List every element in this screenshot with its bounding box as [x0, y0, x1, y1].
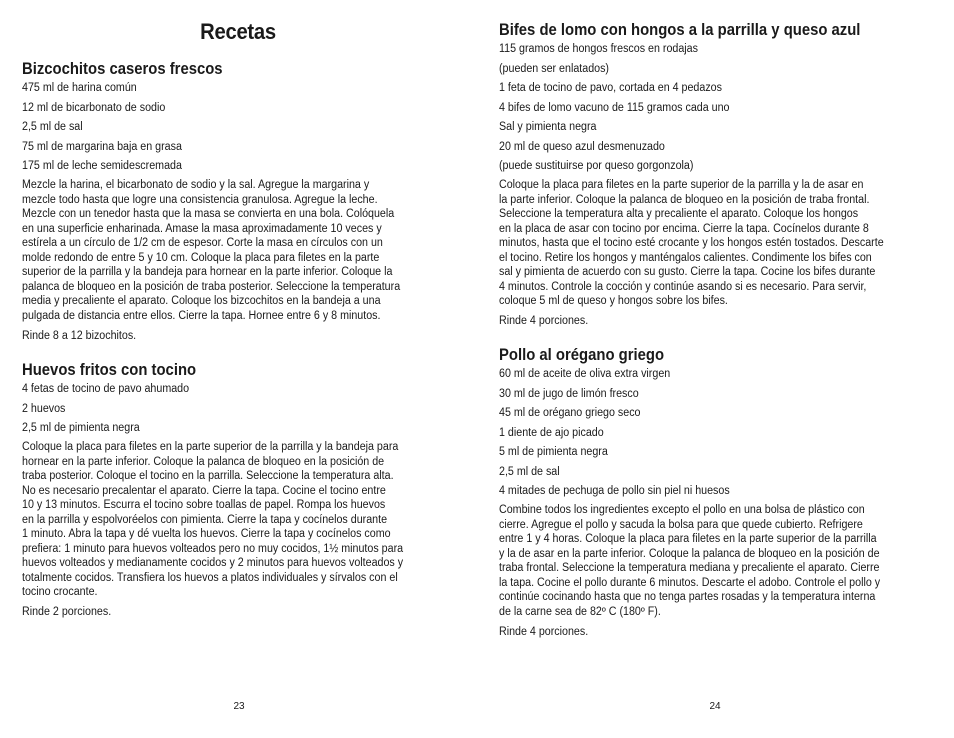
- ingredient: 175 ml de leche semidescremada: [22, 160, 182, 172]
- ingredient: 1 feta de tocino de pavo, cortada en 4 pedazos: [499, 82, 722, 94]
- instruction-line: No es necesario precalentar el aparato. Cierre la tapa. Cocine el tocino entre: [22, 484, 386, 497]
- page-title: Recetas: [200, 19, 276, 44]
- instruction-line: coloque 5 ml de queso y hongos sobre los bifes.: [499, 295, 728, 307]
- ingredient: (puede sustituirse por queso gorgonzola): [499, 160, 694, 172]
- instruction-line: Mezcle con un tenedor hasta que la masa se convierta en una bola. Colóquela: [22, 208, 395, 220]
- recipe-yield: Rinde 8 a 12 bizochitos.: [22, 329, 137, 342]
- instruction-line: la tapa. Cocine el pollo durante 6 minutos. Descarte el adobo. Controle el pollo y: [499, 576, 881, 589]
- instruction-line: continúe cocinando hasta que no tenga partes rosadas y la temperatura interna: [499, 591, 876, 603]
- recipe-bizcochitos: [22, 59, 429, 343]
- instruction-line: pulgada de distancia entre ellos. Cierre la tapa. Hornee entre 6 y 8 minutos.: [22, 309, 381, 322]
- instruction-line: entre 1 y 4 horas. Coloque la placa para filetes en la parte superior de la parrilla: [499, 533, 877, 545]
- instruction-line: traba posterior. Coloque el tocino en la parrilla. Seleccione la temperatura alta.: [22, 470, 394, 482]
- ingredient: 5 ml de pimienta negra: [499, 446, 608, 458]
- ingredient: 1 diente de ajo picado: [499, 426, 604, 439]
- ingredient: 20 ml de queso azul desmenuzado: [499, 140, 665, 153]
- instruction-line: mezcle todo hasta que logre una consistencia granulosa. Agregue la leche.: [22, 193, 378, 206]
- recipe-yield: Rinde 2 porciones.: [22, 606, 112, 618]
- ingredient: 2,5 ml de pimienta negra: [22, 422, 140, 434]
- instruction-line: 4 minutos. Controle la cocción y continúe asando si es necesario. Para servir,: [499, 280, 867, 293]
- recipe-heading: Pollo al orégano griego: [499, 346, 665, 364]
- right-page: [499, 0, 935, 738]
- instruction-line: de la carne sea de 82º C (180º F).: [499, 605, 661, 618]
- left-page: [22, 0, 454, 738]
- ingredient: 4 fetas de tocino de pavo ahumado: [22, 383, 190, 395]
- instructions: [22, 440, 403, 600]
- instructions: [499, 178, 884, 309]
- ingredient: (pueden ser enlatados): [499, 62, 610, 75]
- instruction-line: totalmente cocidos. Transfiera los huevos a platos individuales y sírvalos con el: [22, 571, 398, 584]
- ingredient: 4 bifes de lomo vacuno de 115 gramos cada uno: [499, 101, 730, 114]
- recipe-yield: Rinde 4 porciones.: [499, 625, 589, 638]
- instructions: [22, 178, 400, 323]
- instruction-line: molde redondo de entre 5 y 10 cm. Coloque la placa para filetes en la parte: [22, 251, 380, 264]
- instruction-line: huevos volteados y medianamente cocidos y 2 minutos para huevos volteados y: [22, 557, 404, 569]
- instruction-line: hornear en la parte inferior. Coloque la palanca de bloqueo en la posición de: [22, 455, 385, 468]
- ingredient: 115 gramos de hongos frescos en rodajas: [499, 43, 698, 55]
- instruction-line: minutos, hasta que el tocino esté crocante y los hongos estén tostados. Descarte: [499, 237, 884, 249]
- instruction-line: 1 minuto. Abra la tapa y dé vuelta los huevos. Cierre la tapa y cocínelos como: [22, 528, 391, 540]
- instruction-line: el tocino. Retire los hongos y manténgalos calientes. Condimente los bifes con: [499, 251, 872, 264]
- instruction-line: cierre. Agregue el pollo y sacuda la bolsa para que quede cubierto. Refrigere: [499, 518, 863, 531]
- instruction-line: prefiera: 1 minuto para huevos volteados pero no muy cocidos, 1½ minutos para: [22, 542, 404, 555]
- instruction-line: Mezcle la harina, el bicarbonato de sodio y la sal. Agregue la margarina y: [22, 179, 370, 191]
- instruction-line: superior de la parrilla y la bandeja para hornear en la parte inferior. Coloque la: [22, 266, 393, 278]
- instruction-line: Seleccione la temperatura alta y precaliente el aparato. Coloque los hongos: [499, 208, 859, 220]
- ingredient: 475 ml de harina común: [22, 82, 137, 94]
- instruction-line: Combine todos los ingredientes excepto el pollo en una bolsa de plástico con: [499, 504, 865, 516]
- recipe-bifes: [499, 20, 913, 328]
- ingredient: 30 ml de jugo de limón fresco: [499, 387, 639, 400]
- ingredient: 2 huevos: [22, 402, 66, 415]
- instruction-line: Coloque la placa para filetes en la parte superior de la parrilla y la bandeja para: [22, 441, 399, 453]
- instruction-line: tocino crocante.: [22, 586, 98, 598]
- instruction-line: sal y pimienta de acuerdo con su gusto. Cierre la tapa. Cocine los bifes durante: [499, 266, 876, 278]
- recipe-pollo: [499, 345, 909, 639]
- ingredient: 2,5 ml de sal: [499, 465, 560, 478]
- recipe-huevos: [22, 360, 432, 619]
- instruction-line: en una superficie enharinada. Amase la masa aproximadamente 10 veces y: [22, 222, 382, 235]
- page-number: 24: [709, 701, 721, 712]
- ingredient: 2,5 ml de sal: [22, 121, 83, 133]
- instruction-line: en la placa de asar con tocino por encima. Cierre la tapa. Cocínelos durante 8: [499, 222, 869, 235]
- ingredient: 75 ml de margarina baja en grasa: [22, 140, 182, 153]
- page-number: 23: [233, 701, 245, 712]
- instruction-line: 10 y 13 minutos. Escurra el tocino sobre toallas de papel. Rompa los huevos: [22, 499, 386, 511]
- instructions: [499, 503, 880, 619]
- ingredient: Sal y pimienta negra: [499, 121, 597, 133]
- instruction-line: estírela a un círculo de 1/2 cm de espesor. Corte la masa en círculos con un: [22, 237, 383, 249]
- instruction-line: la parte inferior. Coloque la palanca de bloqueo en la posición de traba frontal.: [499, 193, 870, 206]
- recipe-heading: Bifes de lomo con hongos a la parrilla y queso azul: [499, 21, 861, 39]
- ingredient: 45 ml de orégano griego seco: [499, 407, 641, 419]
- instruction-line: y la de asar en la parte inferior. Coloque la palanca de bloqueo en la posición de: [499, 547, 880, 560]
- recipe-heading: Huevos fritos con tocino: [22, 361, 197, 379]
- recipe-heading: Bizcochitos caseros frescos: [22, 60, 223, 78]
- ingredient: 4 mitades de pechuga de pollo sin piel ni huesos: [499, 485, 730, 497]
- instruction-line: traba frontal. Seleccione la temperatura mediana y precaliente el aparato. Cierre: [499, 562, 880, 574]
- instruction-line: Coloque la placa para filetes en la parte superior de la parrilla y la de asar en: [499, 179, 864, 191]
- ingredient: 60 ml de aceite de oliva extra virgen: [499, 368, 671, 380]
- instruction-line: palanca de bloqueo en la posición de traba posterior. Seleccione la temperatura: [22, 280, 401, 293]
- ingredient: 12 ml de bicarbonato de sodio: [22, 101, 166, 114]
- instruction-line: en la parrilla y espolvoréelos con pimienta. Cierre la tapa y cocínelos durante: [22, 513, 388, 526]
- instruction-line: media y precaliente el aparato. Coloque los bizcochitos en la bandeja a una: [22, 295, 381, 307]
- recipe-yield: Rinde 4 porciones.: [499, 315, 589, 327]
